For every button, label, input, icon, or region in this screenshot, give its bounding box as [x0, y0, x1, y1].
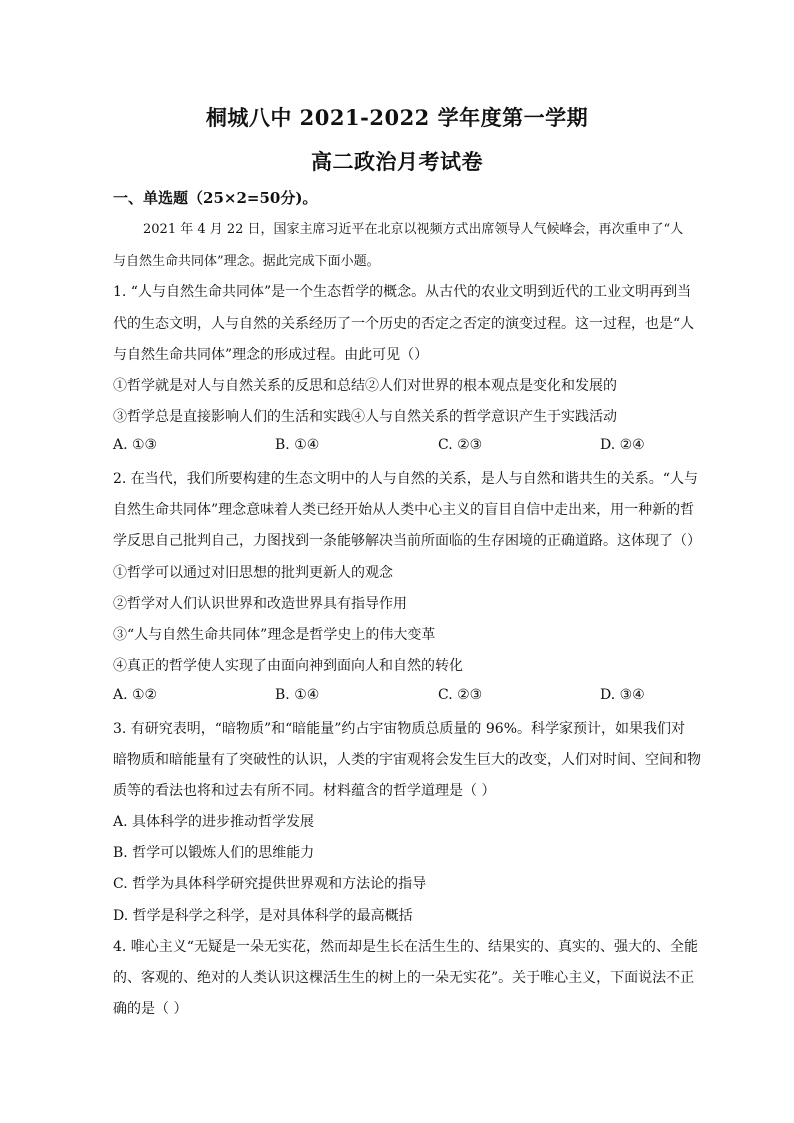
- q1-stem-line-2: 代的生态文明，人与自然的关系经历了一个历史的否定之否定的演变过程。这一过程，也是“人: [113, 316, 695, 332]
- q3-option-a: A. 具体科学的进步推动哲学发展: [113, 814, 315, 830]
- q3-option-b: B. 哲学可以锻炼人们的思维能力: [113, 845, 315, 861]
- q2-statement-2: ②哲学对人们认识世界和改造世界具有指导作用: [113, 596, 407, 612]
- q4-stem-line-3: 确的是（ ）: [113, 1001, 188, 1017]
- exam-title: 桐城八中 2021-2022 学年度第一学期: [205, 105, 589, 130]
- q2-stem-line-2: 自然生命共同体”理念意味着人类已经开始从人类中心主义的盲目自信中走出来，用一种新的哲: [113, 502, 695, 518]
- q1-statement-1: ①哲学就是对人与自然关系的反思和总结②人们对世界的根本观点是变化和发展的: [113, 378, 617, 394]
- q2-option-b: B. ①④: [275, 687, 320, 703]
- q2-statement-3: ③“人与自然生命共同体”理念是哲学史上的伟大变革: [113, 627, 436, 643]
- section-heading: 一、单选题（25×2=50分)。: [113, 189, 318, 207]
- material-line-2: 与自然生命共同体”理念。据此完成下面小题。: [113, 254, 380, 269]
- q1-stem-line-1: 1. “人与自然生命共同体”是一个生态哲学的概念。从古代的农业文明到近代的工业文明再到当: [113, 284, 692, 300]
- material-line-1: 2021 年 4 月 22 日，国家主席习近平在北京以视频方式出席领导人气候峰会，再次重申了“人: [143, 222, 684, 237]
- q1-option-b: B. ①④: [275, 437, 320, 453]
- q2-option-a: A. ①②: [113, 687, 158, 703]
- q3-stem-line-2: 暗物质和暗能量有了突破性的认识，人类的宇宙观将会发生巨大的改变，人们对时间、空间和物: [113, 752, 701, 768]
- q4-stem-line-1: 4. 唯心主义“无疑是一朵无实花，然而却是生长在活生生的、结果实的、真实的、强大的、全能: [113, 939, 698, 955]
- q3-option-c: C. 哲学为具体科学研究提供世界观和方法论的指导: [113, 876, 427, 892]
- q1-stem-line-3: 与自然生命共同体”理念的形成过程。由此可见（）: [113, 347, 429, 363]
- q2-statement-1: ①哲学可以通过对旧思想的批判更新人的观念: [113, 565, 393, 581]
- q2-statement-4: ④真正的哲学使人实现了由面向神到面向人和自然的转化: [113, 658, 463, 674]
- q1-option-d: D. ②④: [600, 437, 645, 453]
- exam-subtitle: 高二政治月考试卷: [311, 149, 483, 174]
- q4-stem-line-2: 的、客观的、绝对的人类认识这棵活生生的树上的一朵无实花”。关于唯心主义，下面说法不正: [113, 970, 695, 986]
- q2-stem-line-3: 学反思自己批判自己，力图找到一条能够解决当前所面临的生存困境的正确道路。这体现了（）: [113, 533, 701, 549]
- q1-option-a: A. ①③: [113, 437, 158, 453]
- q3-stem-line-1: 3. 有研究表明，“暗物质”和“暗能量”约占宇宙物质总质量的 96%。科学家预计，如果我们对: [113, 721, 686, 737]
- q2-stem-line-1: 2. 在当代，我们所要构建的生态文明中的人与自然的关系，是人与自然和谐共生的关系。“人与: [113, 471, 698, 487]
- q1-statement-2: ③哲学总是直接影响人们的生活和实践④人与自然关系的哲学意识产生于实践活动: [113, 409, 617, 425]
- q3-option-d: D. 哲学是科学之科学，是对具体科学的最高概括: [113, 908, 413, 924]
- q3-stem-line-3: 质等的看法也将和过去有所不同。材料蕴含的哲学道理是（ ）: [113, 783, 496, 799]
- q2-option-c: C. ②③: [438, 687, 483, 703]
- q1-option-c: C. ②③: [438, 437, 483, 453]
- q2-option-d: D. ③④: [600, 687, 645, 703]
